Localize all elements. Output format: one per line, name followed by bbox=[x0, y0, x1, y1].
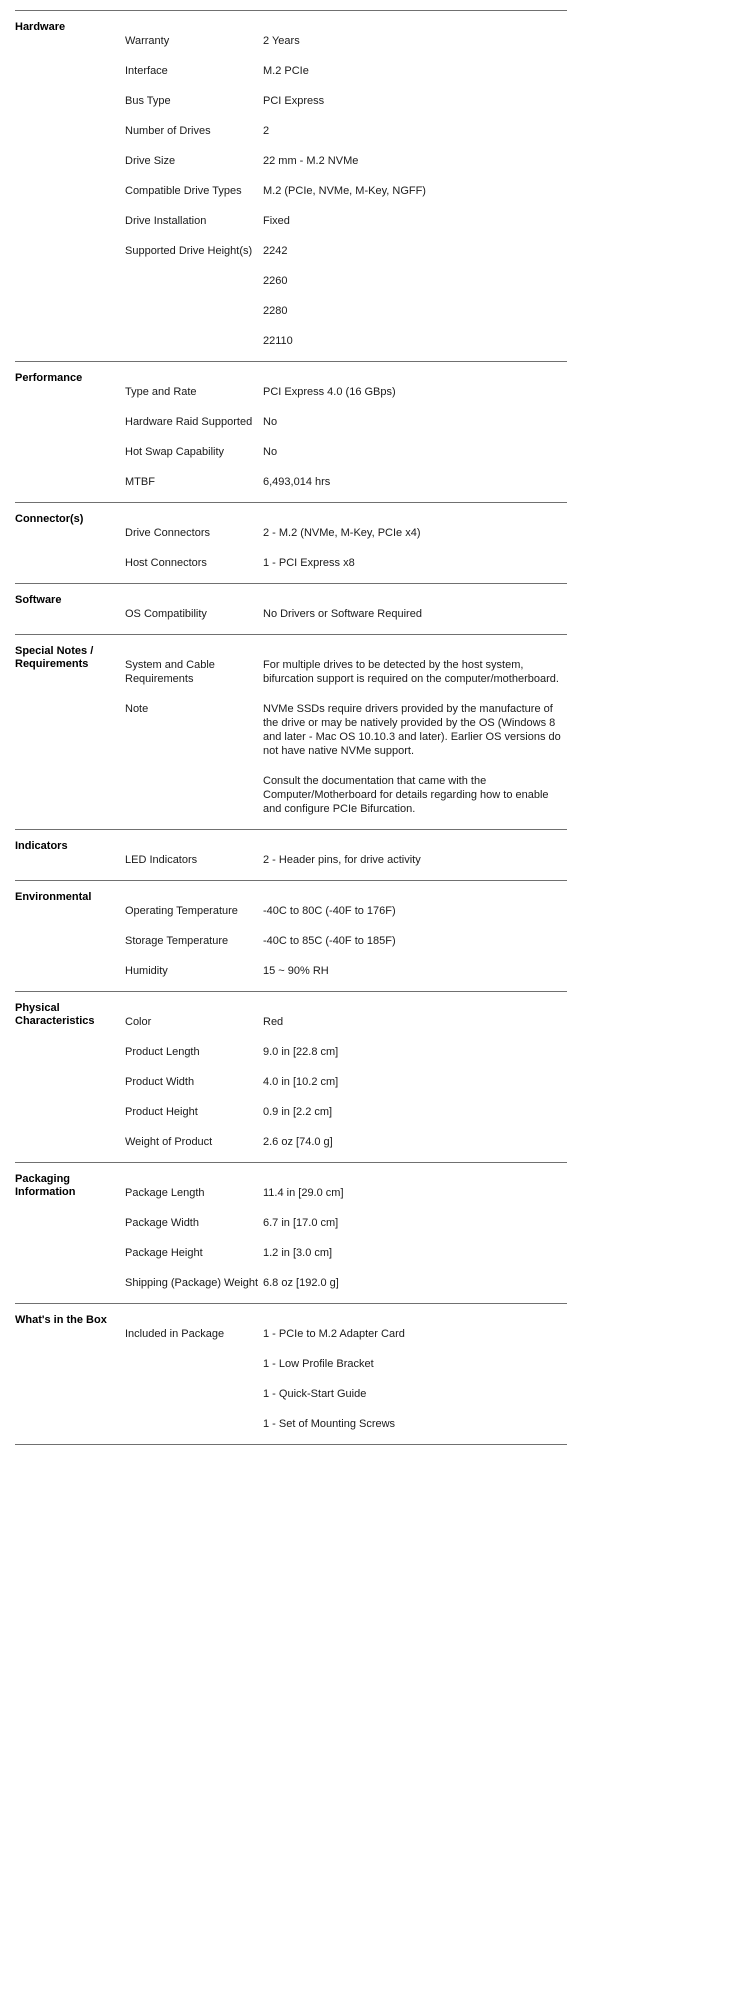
spec-row bbox=[125, 1015, 567, 1029]
spec-value-line: 0.9 in [2.2 cm] bbox=[263, 1106, 333, 1118]
spec-section bbox=[15, 1162, 567, 1303]
section-title: Special Notes / Requirements bbox=[15, 645, 94, 670]
spec-row bbox=[125, 556, 567, 570]
section-rows bbox=[125, 510, 567, 570]
spec-row bbox=[125, 34, 567, 48]
spec-row-value bbox=[263, 1276, 567, 1290]
section-title: Environmental bbox=[15, 891, 92, 903]
spec-row-value bbox=[263, 475, 567, 489]
section-rows bbox=[125, 18, 567, 348]
spec-row-label: Type and Rate bbox=[125, 386, 197, 398]
spec-value-line: -40C to 85C (-40F to 185F) bbox=[263, 935, 396, 947]
section-rows bbox=[125, 642, 567, 816]
spec-row-value bbox=[263, 934, 567, 948]
spec-row-value bbox=[263, 214, 567, 228]
spec-row-label: Number of Drives bbox=[125, 125, 211, 137]
spec-row-value bbox=[263, 526, 567, 540]
spec-row-value bbox=[263, 556, 567, 570]
spec-table bbox=[15, 10, 567, 1445]
spec-row-label: Drive Connectors bbox=[125, 527, 210, 539]
spec-row-label: Product Height bbox=[125, 1106, 198, 1118]
spec-value-line: 2280 bbox=[263, 305, 288, 317]
spec-value-line: NVMe SSDs require drivers provided by the manufacture of the drive or may be natively provided by the OS (Windows 8 and later - Mac OS 10.10.3 and later). Earlier OS versions do not have native NVMe support. bbox=[263, 703, 561, 757]
spec-row-label: Note bbox=[125, 703, 149, 715]
spec-value-line: 2 - Header pins, for drive activity bbox=[263, 854, 421, 866]
spec-row-label: Drive Size bbox=[125, 155, 176, 167]
section-rows bbox=[125, 1311, 567, 1431]
spec-row bbox=[125, 124, 567, 138]
spec-row bbox=[125, 964, 567, 978]
spec-row-label: Bus Type bbox=[125, 95, 171, 107]
spec-row-label: Compatible Drive Types bbox=[125, 185, 242, 197]
spec-row-value bbox=[263, 1105, 567, 1119]
spec-value-line: PCI Express bbox=[263, 95, 325, 107]
spec-row bbox=[125, 244, 567, 348]
spec-value-line: Fixed bbox=[263, 215, 290, 227]
spec-row-value bbox=[263, 154, 567, 168]
spec-row-label: OS Compatibility bbox=[125, 608, 207, 620]
section-rows bbox=[125, 369, 567, 489]
spec-row bbox=[125, 853, 567, 867]
spec-row-label: Weight of Product bbox=[125, 1136, 213, 1148]
section-rows bbox=[125, 888, 567, 978]
spec-row-value bbox=[263, 1045, 567, 1059]
spec-value-line: No Drivers or Software Required bbox=[263, 608, 422, 620]
spec-value-line: 6.7 in [17.0 cm] bbox=[263, 1217, 339, 1229]
spec-value-line: 2 Years bbox=[263, 35, 300, 47]
spec-row-value bbox=[263, 1327, 567, 1431]
spec-value-line: No bbox=[263, 416, 278, 428]
spec-row bbox=[125, 1216, 567, 1230]
section-title: What's in the Box bbox=[15, 1314, 107, 1326]
spec-value-line: For multiple drives to be detected by the host system, bifurcation support is required on the computer/motherboard. bbox=[263, 659, 559, 685]
spec-value-line: 4.0 in [10.2 cm] bbox=[263, 1076, 339, 1088]
spec-row-label: Storage Temperature bbox=[125, 935, 229, 947]
spec-section bbox=[15, 361, 567, 502]
spec-row bbox=[125, 214, 567, 228]
spec-value-line: No bbox=[263, 446, 278, 458]
spec-row bbox=[125, 64, 567, 78]
spec-row bbox=[125, 658, 567, 686]
spec-row bbox=[125, 1105, 567, 1119]
spec-row bbox=[125, 904, 567, 918]
spec-row-label: Host Connectors bbox=[125, 557, 207, 569]
spec-row-label: Hot Swap Capability bbox=[125, 446, 225, 458]
spec-row-value bbox=[263, 853, 567, 867]
spec-value-line: 1 - Quick-Start Guide bbox=[263, 1388, 367, 1400]
spec-row-value bbox=[263, 244, 567, 348]
spec-row-value bbox=[263, 415, 567, 429]
spec-row-value bbox=[263, 702, 567, 816]
spec-value-line: 1 - PCI Express x8 bbox=[263, 557, 355, 569]
spec-row-value bbox=[263, 1075, 567, 1089]
spec-row bbox=[125, 934, 567, 948]
spec-row-label: Operating Temperature bbox=[125, 905, 238, 917]
spec-value-line: 1.2 in [3.0 cm] bbox=[263, 1247, 333, 1259]
spec-row-value bbox=[263, 184, 567, 198]
section-title: Indicators bbox=[15, 840, 68, 852]
spec-value-line: 11.4 in [29.0 cm] bbox=[263, 1187, 344, 1199]
spec-value-line: 1 - Set of Mounting Screws bbox=[263, 1418, 396, 1430]
spec-value-line: Consult the documentation that came with the Computer/Motherboard for details regarding how to enable and configure PCIe Bifurcation. bbox=[263, 775, 549, 815]
spec-row-value bbox=[263, 1135, 567, 1149]
spec-row-value bbox=[263, 1015, 567, 1029]
spec-value-line: 9.0 in [22.8 cm] bbox=[263, 1046, 339, 1058]
spec-row bbox=[125, 445, 567, 459]
spec-value-line: Red bbox=[263, 1016, 284, 1028]
spec-row-label: Humidity bbox=[125, 965, 168, 977]
spec-section bbox=[15, 991, 567, 1162]
spec-row bbox=[125, 385, 567, 399]
spec-row-value bbox=[263, 658, 567, 686]
spec-row bbox=[125, 1327, 567, 1431]
spec-value-line: 2 bbox=[263, 125, 270, 137]
spec-row-value bbox=[263, 445, 567, 459]
spec-row-label: Product Width bbox=[125, 1076, 195, 1088]
section-rows bbox=[125, 591, 567, 621]
spec-row bbox=[125, 1276, 567, 1290]
spec-value-line: 6.8 oz [192.0 g] bbox=[263, 1277, 339, 1289]
spec-value-line: 2260 bbox=[263, 275, 288, 287]
spec-value-line: 1 - PCIe to M.2 Adapter Card bbox=[263, 1328, 405, 1340]
spec-value-line: 2 - M.2 (NVMe, M-Key, PCIe x4) bbox=[263, 527, 421, 539]
spec-row bbox=[125, 415, 567, 429]
spec-row bbox=[125, 1246, 567, 1260]
spec-row-value bbox=[263, 1246, 567, 1260]
spec-row-value bbox=[263, 385, 567, 399]
spec-value-line: 22110 bbox=[263, 335, 293, 347]
section-title: Packaging Information bbox=[15, 1173, 76, 1198]
spec-section bbox=[15, 10, 567, 361]
spec-value-line: -40C to 80C (-40F to 176F) bbox=[263, 905, 396, 917]
spec-row bbox=[125, 475, 567, 489]
spec-value-line: 15 ~ 90% RH bbox=[263, 965, 329, 977]
spec-row-value bbox=[263, 904, 567, 918]
spec-value-line: 1 - Low Profile Bracket bbox=[263, 1358, 374, 1370]
spec-row bbox=[125, 526, 567, 540]
spec-row bbox=[125, 607, 567, 621]
section-title: Connector(s) bbox=[15, 513, 84, 525]
spec-row-value bbox=[263, 964, 567, 978]
spec-section bbox=[15, 634, 567, 829]
spec-row bbox=[125, 154, 567, 168]
spec-section bbox=[15, 829, 567, 880]
spec-row-value bbox=[263, 94, 567, 108]
spec-row-value bbox=[263, 607, 567, 621]
spec-row bbox=[125, 94, 567, 108]
spec-row-value bbox=[263, 1186, 567, 1200]
section-title: Physical Characteristics bbox=[15, 1002, 95, 1027]
spec-row-label: Interface bbox=[125, 65, 168, 77]
section-rows bbox=[125, 999, 567, 1149]
spec-row-label: Color bbox=[125, 1016, 152, 1028]
spec-row-label: Drive Installation bbox=[125, 215, 207, 227]
spec-row-label: System and Cable Requirements bbox=[125, 659, 215, 685]
spec-section bbox=[15, 1303, 567, 1444]
section-title: Software bbox=[15, 594, 62, 606]
section-title: Hardware bbox=[15, 21, 66, 33]
spec-row-label: Hardware Raid Supported bbox=[125, 416, 253, 428]
section-title: Performance bbox=[15, 372, 83, 384]
spec-row-value bbox=[263, 1216, 567, 1230]
spec-value-line: M.2 (PCIe, NVMe, M-Key, NGFF) bbox=[263, 185, 426, 197]
spec-row-value bbox=[263, 34, 567, 48]
spec-row-label: Package Height bbox=[125, 1247, 203, 1259]
spec-row bbox=[125, 1135, 567, 1149]
spec-row-value bbox=[263, 64, 567, 78]
spec-value-line: 2242 bbox=[263, 245, 288, 257]
spec-value-line: 6,493,014 hrs bbox=[263, 476, 331, 488]
spec-value-line: 2.6 oz [74.0 g] bbox=[263, 1136, 333, 1148]
spec-row bbox=[125, 1045, 567, 1059]
spec-row-value bbox=[263, 124, 567, 138]
spec-row-label: Included in Package bbox=[125, 1328, 225, 1340]
spec-row-label: MTBF bbox=[125, 476, 155, 488]
spec-section bbox=[15, 880, 567, 991]
spec-value-line: PCI Express 4.0 (16 GBps) bbox=[263, 386, 396, 398]
spec-row bbox=[125, 184, 567, 198]
spec-section bbox=[15, 583, 567, 634]
spec-row-label: Warranty bbox=[125, 35, 170, 47]
spec-row bbox=[125, 702, 567, 816]
spec-row-label: Supported Drive Height(s) bbox=[125, 245, 253, 257]
spec-section bbox=[15, 502, 567, 583]
spec-value-line: M.2 PCIe bbox=[263, 65, 309, 77]
spec-value-line: 22 mm - M.2 NVMe bbox=[263, 155, 359, 167]
section-rows bbox=[125, 1170, 567, 1290]
spec-row-label: Product Length bbox=[125, 1046, 200, 1058]
section-rows bbox=[125, 837, 567, 867]
spec-row-label: LED Indicators bbox=[125, 854, 198, 866]
spec-row-label: Package Width bbox=[125, 1217, 199, 1229]
spec-row bbox=[125, 1075, 567, 1089]
spec-row-label: Package Length bbox=[125, 1187, 205, 1199]
spec-row-label: Shipping (Package) Weight bbox=[125, 1277, 259, 1289]
spec-row bbox=[125, 1186, 567, 1200]
